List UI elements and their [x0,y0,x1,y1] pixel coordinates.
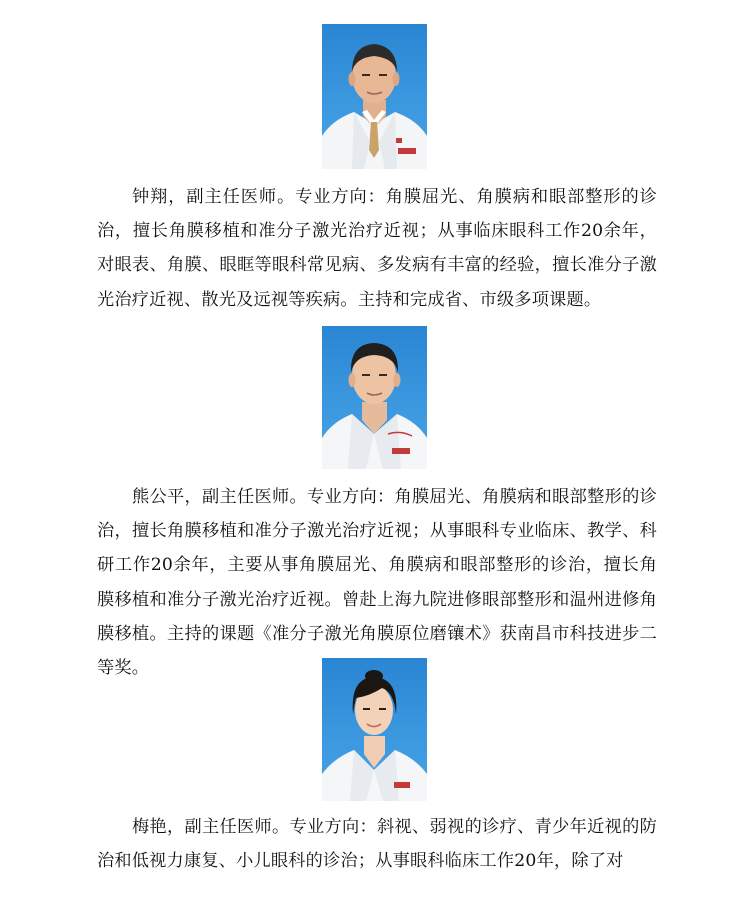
doctor-portrait-male-1-icon [322,24,427,169]
doctor-bio-zhong-xiang: 钟翔，副主任医师。专业方向：角膜屈光、角膜病和眼部整形的诊治，擅长角膜移植和准分子激光治疗近视；从事临床眼科工作20余年，对眼表、角膜、眼眶等眼科常见病、多发病有丰富的经验，擅长准分子激光治疗近视、散光及远视等疾病。主持和完成省、市级多项课题。 [97,187,657,310]
doctor-photo-xiong-gongping [322,326,427,469]
doctor-portrait-male-2-icon [322,326,427,469]
doctor-bio-mei-yan: 梅艳，副主任医师。专业方向：斜视、弱视的诊疗、青少年近视的防治和低视力康复、小儿眼科的诊治；从事眼科临床工作20年，除了对 [97,817,657,872]
doctor-portrait-female-icon [322,658,427,801]
doctor-photo-mei-yan [322,658,427,801]
doctor-bio-xiong-gongping: 熊公平，副主任医师。专业方向：角膜屈光、角膜病和眼部整形的诊治，擅长角膜移植和准分子激光治疗近视；从事眼科专业临床、教学、科研工作20余年，主要从事角膜屈光、角膜病和眼部整形的诊治，擅长角膜移植和准分子激光治疗近视。曾赴上海九院进修眼部整形和温州进修角膜移植。主持的课题《准分子激光角膜原位磨镶术》获南昌市科技进步二等奖。 [97,487,657,679]
doctor-photo-zhong-xiang [322,24,427,169]
